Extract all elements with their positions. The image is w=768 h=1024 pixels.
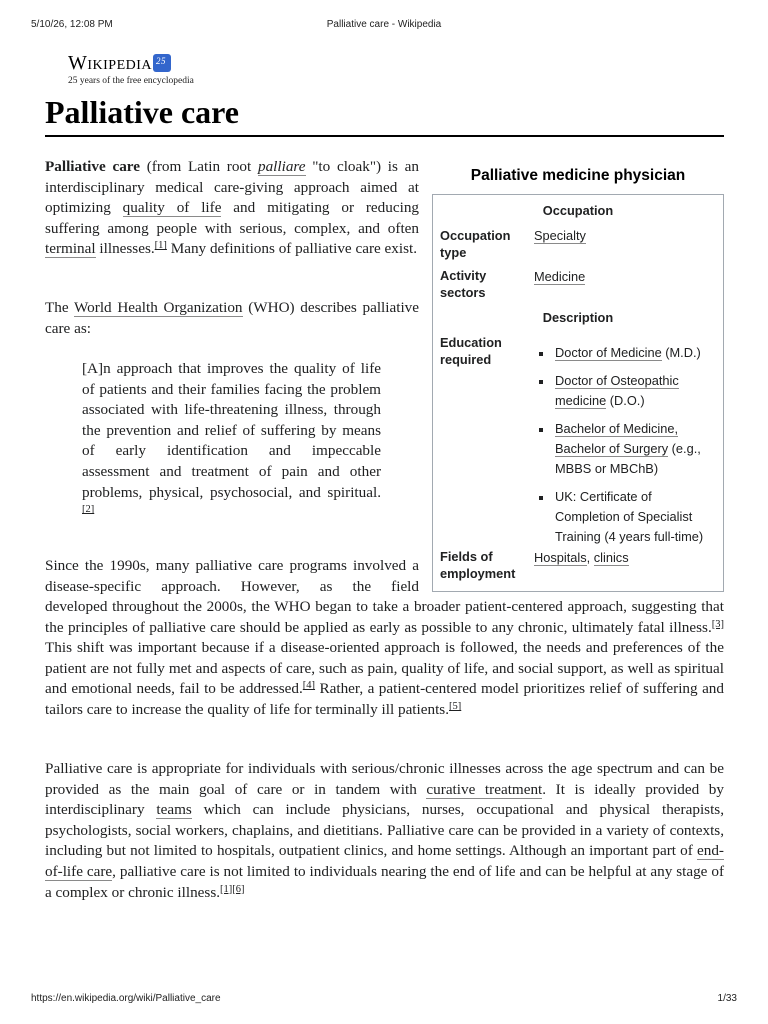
wikipedia-logo[interactable] (68, 52, 194, 86)
education-list (534, 343, 718, 547)
text-run: "to cloak") is an interdisciplinary medical care-giving approach aimed at optimizing (45, 158, 419, 217)
citation-label: [3] (711, 618, 724, 630)
link-palliare[interactable]: palliare (257, 158, 306, 175)
education-item (534, 371, 718, 411)
infobox (432, 194, 724, 592)
link-doctor-of-medicine[interactable]: Doctor of Medicine (555, 345, 662, 360)
infobox-label-occupation-type: Occupation type (440, 228, 511, 260)
citation-label: [6] (232, 883, 245, 895)
print-datetime: 5/10/26, 12:08 PM (31, 19, 113, 30)
education-item (534, 343, 718, 363)
text-run: Palliative care is appropriate for individuals with serious/chronic illnesses across the age spectrum and can be provided as the main goal of care or in tandem with (45, 760, 724, 798)
text-run: , (586, 550, 594, 565)
print-footer (31, 993, 737, 1004)
logo-tagline: 25 years of the free encyclopedia (68, 76, 194, 86)
citation-2[interactable] (82, 504, 94, 515)
citation-4[interactable] (303, 680, 315, 691)
citation-label: [1] (220, 883, 233, 895)
infobox-value-education (534, 343, 718, 555)
infobox-label-activity-sectors: Activity sectors (440, 268, 487, 300)
citation-6[interactable] (232, 884, 244, 895)
print-url: https://en.wikipedia.org/wiki/Palliative_care (31, 993, 221, 1004)
text-run: , palliative care is not limited to individuals nearing the end of life and can be helpful at any stage of a complex or chronic illness. (45, 862, 724, 901)
infobox-label-fields: Fields of employment (440, 549, 516, 581)
education-item (534, 419, 718, 479)
print-header (31, 19, 737, 33)
anniversary-badge: 25 (156, 56, 167, 66)
text-run: . It is ideally provided by interdisciplinary (45, 780, 724, 819)
infobox-header-description: Description (542, 310, 614, 325)
page-title: Palliative care (45, 94, 239, 130)
citation-1b[interactable] (220, 884, 232, 895)
paragraph-3-wide: developed throughout the 2000s, the WHO began to take a broader patient-centered approach, suggesting that the principles of palliative care should be applied as early as possible to any chronic, ultimately fatal illness.[3] This shift was important because if a disease-oriented approach is followed, the needs and preferences of the patient are not fully met and aspects of care, such as pain, quality of life, and social support, as well as spiritual and emotional needs, fail to be addressed.[4] Rather, a patient-centered model prioritizes relief of suffering and tailors care to increase the quality of life for terminally ill patients.[5] (45, 598, 724, 718)
puzzle-globe-icon (153, 54, 171, 72)
lead-paragraph-4 (45, 759, 724, 903)
link-terminal[interactable]: terminal (45, 240, 96, 258)
infobox-title: Palliative medicine physician (470, 167, 686, 184)
text-run: and mitigating or reducing suffering among people with serious, complex, and often (45, 199, 420, 237)
text-run: Rather, a patient-centered model prioritizes relief of suffering and tailors care to increase the quality of life for terminally ill patients. (45, 680, 724, 718)
text-run: Many definitions of palliative care exist. (166, 240, 418, 258)
text-run: UK: Certificate of Completion of Specialist Training (4 years full-time) (555, 489, 704, 544)
infobox-value-fields (534, 549, 714, 566)
lead-paragraph-1 (45, 157, 419, 260)
citation-label: [5] (449, 700, 462, 712)
link-doctor-of-osteopathic-medicine[interactable]: Doctor of Osteopathic medicine (555, 373, 679, 408)
wikipedia-wordmark (68, 52, 194, 75)
lead-bold-term: Palliative care (45, 158, 140, 175)
text-run: The (45, 299, 75, 316)
infobox-header-occupation: Occupation (542, 203, 614, 218)
lead-paragraph-2 (45, 298, 419, 339)
link-end-of-life-care[interactable]: end-of-life care (45, 842, 724, 880)
infobox-label-education: Education required (440, 335, 502, 367)
print-page-number: 1/33 (717, 993, 737, 1004)
citation-label: [1] (154, 240, 167, 252)
link-hospitals[interactable]: Hospitals (534, 550, 587, 565)
quote-text: [A]n approach that improves the quality of life of patients and their families facing the problem associated with life-threatening illness, through the prevention and relief of suffering by means of early identification and impeccable assessment and treatment of pain and other problems, physical, psychosocial, and spiritual. (82, 360, 381, 501)
link-mbbs[interactable]: Bachelor of Medicine, Bachelor of Surgery (555, 421, 679, 456)
citation-3[interactable] (712, 619, 724, 630)
text-run: (WHO) describes palliative care as: (45, 299, 420, 337)
text-run: (e.g., MBBS or MBChB) (555, 441, 701, 476)
citation-label: [4] (302, 680, 316, 692)
title-divider (45, 135, 724, 137)
text-run: This shift was important because if a disease-oriented approach is followed, the needs and preferences of the patient are not fully met and aspects of care, such as pain, quality of life, and social support, as well as spiritual and emotional needs, fail to be addressed. (45, 639, 724, 698)
text-run: (from Latin root (140, 158, 258, 175)
infobox-value-occupation-type (534, 227, 714, 244)
text-run: (M.D.) (661, 345, 701, 360)
print-tab-title: Palliative care - Wikipedia (326, 19, 442, 30)
who-quote (82, 359, 381, 524)
paragraph-3-narrow: Since the 1990s, many palliative care programs involved a disease-specific approach. However, as the field (45, 557, 419, 595)
link-curative-treatment[interactable]: curative treatment (426, 780, 543, 798)
link-who[interactable]: World Health Organization (74, 299, 243, 316)
link-specialty[interactable]: Specialty (534, 228, 586, 243)
text-run: which can include physicians, nurses, occupational and physical therapists, psychologists, social workers, chaplains, and dietitians. Palliative care can be provided in a variety of contexts, including but not limited to hospitals, outpatient clinics, and home settings. Although an important part of (45, 801, 724, 860)
text-run: illnesses. (95, 240, 155, 258)
link-teams[interactable]: teams (156, 801, 192, 819)
wordmark-text: Wikipedia (68, 52, 153, 74)
infobox-value-activity-sectors (534, 268, 714, 285)
citation-label: [2] (82, 504, 95, 516)
citation-1[interactable] (155, 240, 167, 251)
link-medicine[interactable]: Medicine (534, 269, 586, 284)
link-quality-of-life[interactable]: quality of life (122, 199, 222, 217)
citation-5[interactable] (449, 701, 461, 712)
education-item (534, 487, 718, 547)
text-run: (D.O.) (606, 393, 645, 408)
link-clinics[interactable]: clinics (593, 550, 629, 565)
